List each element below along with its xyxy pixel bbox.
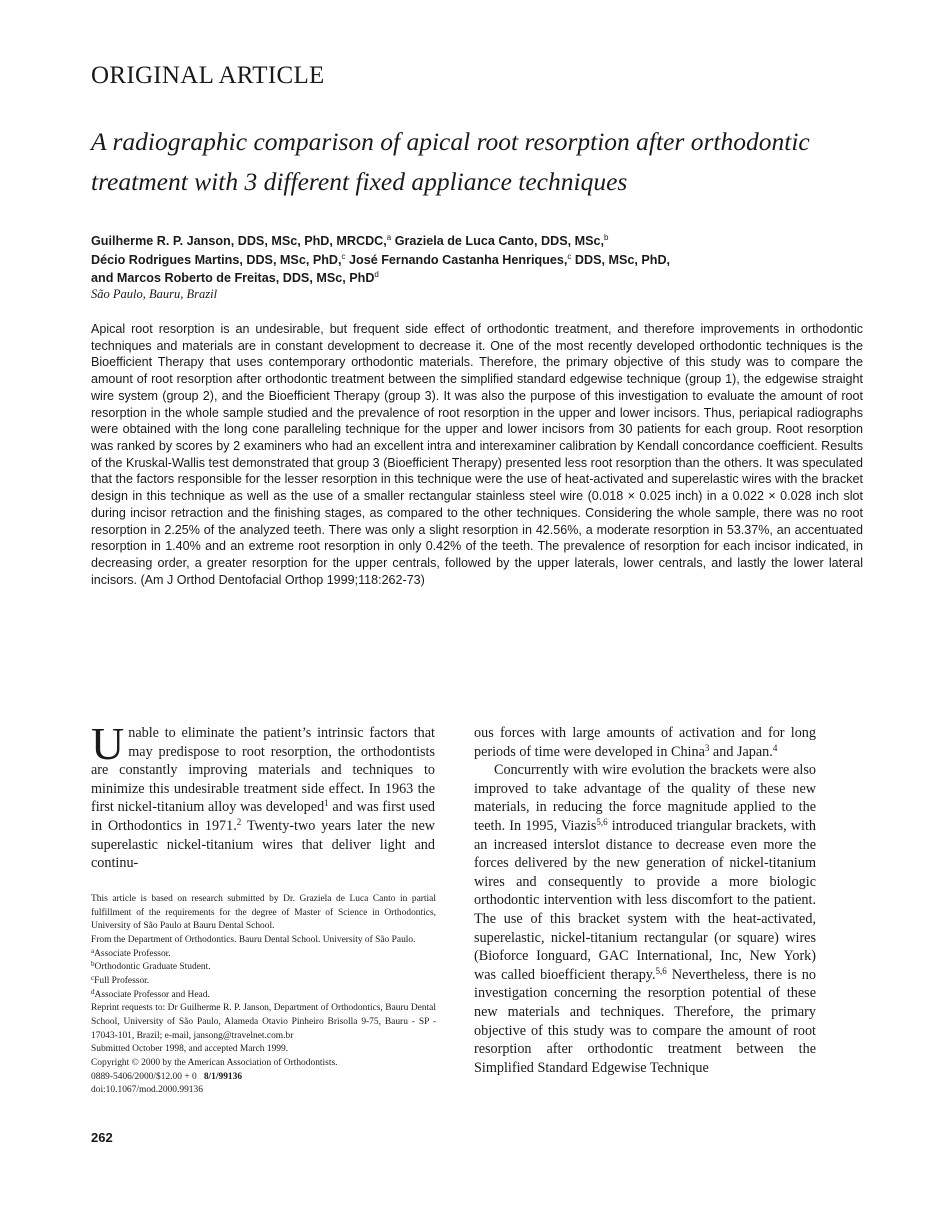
footnote-mark: b: [91, 960, 95, 969]
body-text-run: Twenty-two years later the new superelastic nickel-titanium wires that deliver light and continu-: [91, 817, 436, 872]
reference-mark: 1: [324, 798, 329, 809]
footnote: Submitted October 1998, and accepted March 1999.: [91, 1044, 289, 1055]
body-text-run: nable to eliminate the patient’s intrinsic factors that may predispose to root resorption, the orthodontists are constantly improving materials and techniques to minimize this undesirable treatment side effect. In 1963 the first nickel-titanium alloy was developed: [91, 725, 435, 816]
footnote-text: Orthodontic Graduate Student.: [94, 962, 211, 973]
footnote: Copyright © 2000 by the American Association of Orthodontists.: [91, 1057, 338, 1068]
body-column-left: [91, 718, 436, 873]
author-location: São Paulo, Bauru, Brazil: [91, 287, 218, 301]
issn-code: 0889-5406/2000/$12.00 + 0: [91, 1071, 197, 1082]
reference-mark: 4: [772, 742, 778, 753]
author-name: Guilherme R. P. Janson, DDS, MSc, PhD, MRCDC,: [91, 234, 387, 248]
article-footnotes: [91, 893, 436, 1098]
reference-mark: 2: [236, 816, 242, 827]
footnote: [91, 1071, 436, 1085]
reference-mark: 5,6: [655, 965, 667, 976]
author-name: José Fernando Castanha Henriques,: [345, 252, 568, 267]
affiliation-mark: c: [567, 251, 572, 261]
footnote-text: Associate Professor and Head.: [94, 989, 210, 1000]
affiliation-mark: a: [386, 233, 392, 242]
footnote: This article is based on research submitted by Dr. Graziela de Luca Canto in partial fulfillment of the requirements for the degree of Master of Science in Orthodontics, University of São Paulo at Bauru Dental School.: [91, 894, 436, 932]
author-degrees: DDS, MSc, PhD,: [571, 252, 671, 267]
footnote-text: Full Professor.: [94, 975, 150, 986]
footnote: [91, 975, 436, 989]
section-label: ORIGINAL ARTICLE: [91, 62, 325, 89]
reference-mark: 5,6: [596, 816, 608, 827]
body-paragraph: [91, 718, 436, 873]
author-name: Décio Rodrigues Martins, DDS, MSc, PhD,: [91, 252, 342, 267]
body-paragraph: [474, 724, 816, 761]
body-text-run: and Japan.: [709, 743, 773, 760]
reference-mark: 3: [704, 742, 710, 753]
body-column-right: [474, 724, 816, 1077]
page-number: 262: [91, 1130, 113, 1145]
affiliation-mark: c: [341, 251, 346, 261]
author-name: Graziela de Luca Canto, DDS, MSc,: [391, 234, 604, 248]
article-code: 8/1/99136: [203, 1071, 243, 1082]
footnote-mark: a: [91, 946, 95, 955]
body-text-run: ous forces with large amounts of activation and for long periods of time were developed in China: [474, 725, 816, 760]
body-paragraph: [474, 761, 816, 1077]
footnote: From the Department of Orthodontics. Bauru Dental School. University of São Paulo.: [91, 934, 416, 945]
author-list: [91, 232, 811, 288]
footnote: doi:10.1067/mod.2000.99136: [91, 1085, 203, 1096]
article-title: A radiographic comparison of apical root resorption after orthodontic treatment with 3 different fixed appliance techniques: [91, 127, 810, 196]
body-text-run: Nevertheless, there is no investigation concerning the resorption potential of these new materials and techniques. Therefore, the primary objective of this study was to compare the amount of root resorption after orthodontic treatment between the Simplified Standard Edgewise Technique: [474, 966, 816, 1076]
footnote: [91, 948, 436, 962]
footnote: Reprint requests to: Dr Guilherme R. P. Janson, Department of Orthodontics, Bauru Dental School, University of São Paulo, Alameda Otavio Pinheiro Brisolla 9-75, Bauru - SP - 17043-101, Brazil; e-mail, jansong@travelnet.com.br: [91, 1003, 436, 1041]
affiliation-mark: d: [374, 270, 379, 279]
footnote-mark: d: [91, 987, 95, 996]
affiliation-mark: b: [603, 233, 609, 242]
body-text-run: introduced triangular brackets, with an increased interslot distance to decrease even more the forces delivered by the new generation of nickel-titanium wires and consequently to provide a more biologic orthodontic intervention with less discomfort to the patient. The use of this bracket system with the heat-activated, superelastic, nickel-titanium rectangular (or square) wires (Bioforce Ionguard, GAC International, Inc, New York) was called bioefficient therapy.: [474, 817, 817, 983]
footnote-mark: c: [91, 973, 95, 982]
footnote: [91, 989, 436, 1003]
drop-cap: U: [91, 718, 125, 769]
body-text-run: and was first used in Orthodontics in 1971.: [91, 799, 435, 834]
footnote: [91, 961, 436, 975]
abstract: Apical root resorption is an undesirable, but frequent side effect of orthodontic treatment, and therefore improvements in orthodontic techniques and materials are in constant development to decrease it. One of the most recently developed orthodontic techniques is the Bioefficient Therapy that uses contemporary orthodontic materials. Therefore, the primary objective of this study was to compare the amount of root resorption after orthodontic treatment between the simplified standard edgewise technique (group 1), the edgewise straight wire system (group 2), and the Bioefficient Therapy (group 3). It was also the purpose of this investigation to evaluate the amount of root resorption in the whole sample studied and the prevalence of root resorption in the upper and lower incisors. Thus, periapical radiographs were obtained with the long cone paralleling technique for the upper and lower incisors from 30 patients for each group. Root resorption was ranked by scores by 2 examiners who had an excellent intra and interexaminer calibration by Kendall concordance coefficient. Results of the Kruskal-Wallis test demonstrated that group 3 (Bioefficient Therapy) presented less root resorption than the others. It was speculated that the factors responsible for the lesser resorption in this technique were the use of heat-activated and superelastic wires with the bracket design in this technique as well as the use of a smaller rectangular stainless steel wire (0.018 × 0.025 inch) in a 0.022 × 0.028 inch slot during incisor retraction and the finishing stages, as compared to the other techniques. Considering the whole sample, there was no root resorption in 2.25% of the analyzed teeth. There was only a slight resorption in 42.56%, a moderate resorption in 53.37%, an accentuated resorption in 1.40% and an extreme root resorption in only 0.42% of the teeth. The prevalence of resorption for each incisor indicated, in decreasing order, a greater resorption for the upper centrals, followed by the upper laterals, lower centrals, and lastly the lower lateral incisors. (Am J Orthod Dentofacial Orthop 1999;118:262-73): [91, 322, 863, 587]
author-name: and Marcos Roberto de Freitas, DDS, MSc, PhD: [91, 271, 375, 285]
footnote-text: Associate Professor.: [94, 948, 171, 959]
body-text-run: Concurrently with wire evolution the brackets were also improved to take advantage of the quality of these new materials, in reducing the force magnitude applied to the teeth. In 1995, Viazis: [474, 762, 816, 834]
